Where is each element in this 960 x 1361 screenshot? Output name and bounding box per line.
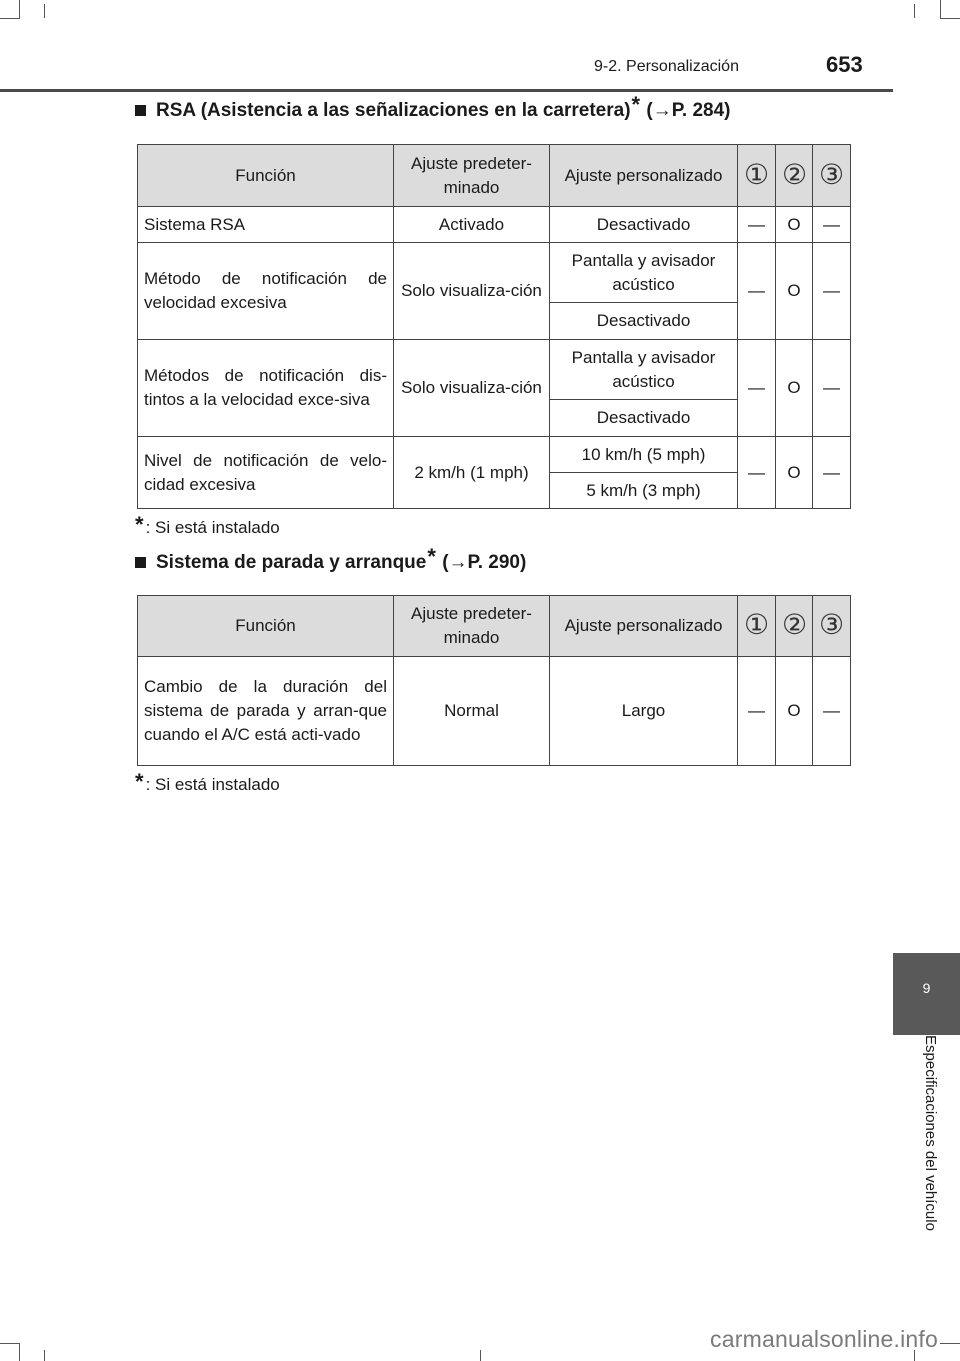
section-title-stop-start bbox=[135, 544, 527, 578]
row-mark-1: — bbox=[738, 207, 776, 243]
row-custom-option: 10 km/h (5 mph) bbox=[550, 437, 738, 473]
crop-mark bbox=[19, 0, 20, 18]
row-custom: Largo bbox=[550, 657, 738, 766]
chapter-label: Especificaciones del vehículo bbox=[921, 1035, 939, 1231]
row-default: 2 km/h (1 mph) bbox=[394, 437, 550, 509]
crop-mark bbox=[19, 1343, 20, 1361]
crop-mark bbox=[0, 1343, 20, 1344]
row-mark-2: O bbox=[776, 657, 813, 766]
table-row bbox=[138, 340, 851, 400]
crop-mark bbox=[914, 4, 915, 18]
circled-one-icon: ① bbox=[738, 145, 776, 207]
row-mark-2: O bbox=[776, 207, 813, 243]
table-header-row bbox=[138, 145, 851, 207]
row-mark-1: — bbox=[738, 657, 776, 766]
settings-table-stop-start bbox=[137, 595, 851, 766]
section-title-rsa bbox=[135, 92, 731, 126]
row-default: Normal bbox=[394, 657, 550, 766]
table-row bbox=[138, 243, 851, 303]
chapter-tab bbox=[893, 953, 960, 1035]
row-custom-option: 5 km/h (3 mph) bbox=[550, 473, 738, 509]
column-header-predeterminado: Ajuste predeter-minado bbox=[394, 145, 550, 207]
row-custom-option: Desactivado bbox=[550, 303, 738, 340]
row-mark-1: — bbox=[738, 437, 776, 509]
row-mark-2: O bbox=[776, 340, 813, 437]
circled-two-icon: ② bbox=[776, 596, 813, 657]
row-mark-1: — bbox=[738, 243, 776, 340]
row-custom: Desactivado bbox=[550, 207, 738, 243]
header-divider bbox=[0, 89, 893, 92]
crop-mark bbox=[0, 18, 20, 19]
row-function: Nivel de notificación de velo-cidad excesiva bbox=[138, 437, 394, 509]
circled-two-icon: ② bbox=[776, 145, 813, 207]
row-mark-3: — bbox=[813, 207, 851, 243]
row-mark-3: — bbox=[813, 243, 851, 340]
footnote-text: : Si está instalado bbox=[145, 775, 280, 794]
column-header-predeterminado: Ajuste predeter-minado bbox=[394, 596, 550, 657]
settings-table-rsa bbox=[137, 144, 851, 509]
square-bullet-icon bbox=[135, 557, 146, 568]
crop-mark bbox=[480, 1350, 481, 1361]
column-header-personalizado: Ajuste personalizado bbox=[550, 145, 738, 207]
row-custom-option: Pantalla y avisador acústico bbox=[550, 340, 738, 400]
crop-mark bbox=[44, 4, 45, 18]
column-header-funcion: Función bbox=[138, 596, 394, 657]
section-heading: 9-2. Personalización bbox=[594, 58, 739, 75]
chapter-number: 9 bbox=[922, 980, 931, 996]
crop-mark bbox=[940, 18, 960, 19]
row-function: Métodos de notificación dis-tintos a la velocidad exce-siva bbox=[138, 340, 394, 437]
row-custom-option: Desactivado bbox=[550, 400, 738, 437]
row-mark-3: — bbox=[813, 657, 851, 766]
footnote-star: * bbox=[427, 544, 436, 569]
section-title-text: Sistema de parada y arranque bbox=[156, 552, 427, 573]
column-header-funcion: Función bbox=[138, 145, 394, 207]
crop-mark bbox=[940, 1343, 960, 1344]
crop-mark bbox=[44, 1350, 45, 1361]
crop-mark bbox=[940, 0, 941, 18]
table-row bbox=[138, 437, 851, 473]
chapter-label-container bbox=[893, 1035, 960, 1285]
page-number: 653 bbox=[826, 52, 863, 77]
footnote bbox=[135, 769, 280, 801]
footnote-star: * bbox=[135, 512, 144, 537]
page-reference: (→P. 290) bbox=[442, 552, 527, 573]
row-mark-2: O bbox=[776, 243, 813, 340]
footnote bbox=[135, 512, 280, 544]
table-row bbox=[138, 657, 851, 766]
row-mark-2: O bbox=[776, 437, 813, 509]
page-reference: (→P. 284) bbox=[646, 100, 731, 121]
circled-three-icon: ③ bbox=[813, 145, 851, 207]
row-function: Cambio de la duración del sistema de parada y arran-que cuando el A/C está acti-vado bbox=[138, 657, 394, 766]
row-mark-3: — bbox=[813, 437, 851, 509]
row-function: Sistema RSA bbox=[138, 207, 394, 243]
row-mark-3: — bbox=[813, 340, 851, 437]
footnote-star: * bbox=[135, 769, 144, 794]
table-header-row bbox=[138, 596, 851, 657]
footnote-star: * bbox=[631, 92, 641, 117]
row-default: Solo visualiza-ción bbox=[394, 243, 550, 340]
footnote-text: : Si está instalado bbox=[145, 518, 280, 537]
table-row bbox=[138, 207, 851, 243]
column-header-personalizado: Ajuste personalizado bbox=[550, 596, 738, 657]
circled-one-icon: ① bbox=[738, 596, 776, 657]
row-default: Solo visualiza-ción bbox=[394, 340, 550, 437]
watermark: carmanualsonline.info bbox=[710, 1326, 938, 1352]
row-default: Activado bbox=[394, 207, 550, 243]
row-function: Método de notificación de velocidad excesiva bbox=[138, 243, 394, 340]
square-bullet-icon bbox=[135, 105, 146, 116]
section-title-text: RSA (Asistencia a las señalizaciones en la carretera) bbox=[156, 100, 631, 121]
circled-three-icon: ③ bbox=[813, 596, 851, 657]
row-mark-1: — bbox=[738, 340, 776, 437]
row-custom-option: Pantalla y avisador acústico bbox=[550, 243, 738, 303]
